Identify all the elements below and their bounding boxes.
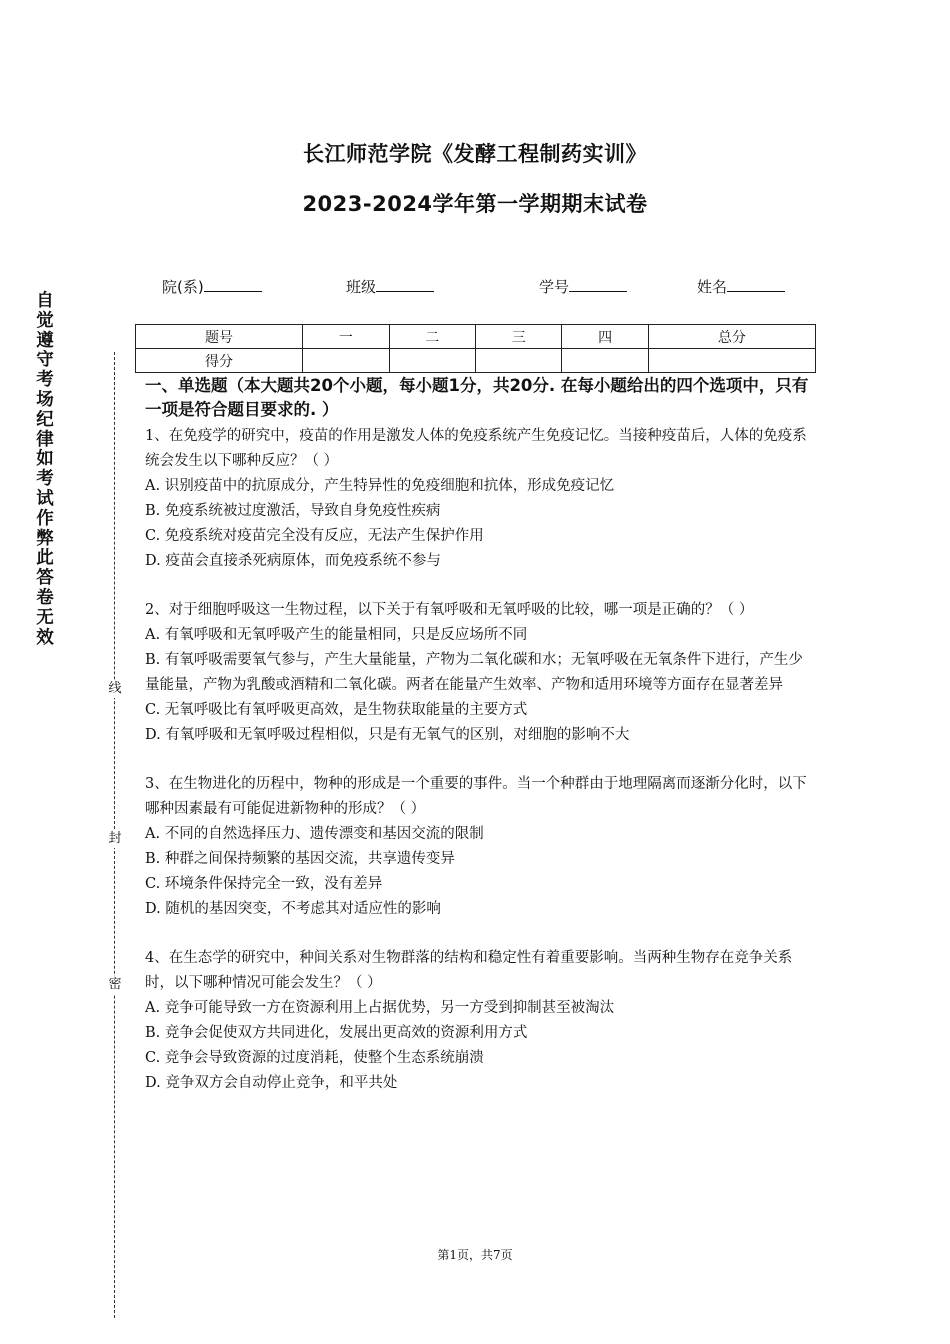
score-cell: 总分 [648,325,815,349]
spacer [145,748,810,772]
score-empty-cell [475,349,561,373]
binding-mark-line: 线 [106,680,124,698]
score-empty-cell [389,349,475,373]
score-cell: 三 [475,325,561,349]
section-heading: 一、单选题（本大题共20个小题，每小题1分，共20分. 在每小题给出的四个选项中，只有一项是符合题目要求的. ） [145,376,809,419]
option-d: D. 竞争双方会自动停止竞争，和平共处 [145,1075,398,1091]
student-id-label: 学号 [539,278,570,296]
option-c: C. 无氧呼吸比有氧呼吸更高效，是生物获取能量的主要方式 [145,702,528,718]
score-empty-cell [648,349,815,373]
question-section [145,374,810,1096]
score-cell: 题号 [136,325,303,349]
score-cell: 一 [303,325,389,349]
score-cell: 二 [389,325,475,349]
option-b: B. 免疫系统被过度激活，导致自身免疫性疾病 [145,503,441,519]
question-stem: 3、在生物进化的历程中，物种的形成是一个重要的事件。当一个种群由于地理隔离而逐渐分化时，以下哪种因素最有可能促进新物种的形成？（ ） [145,776,807,817]
option-d: D. 疫苗会直接杀死病原体，而免疫系统不参与 [145,553,441,569]
class-field [346,276,434,297]
score-cell: 四 [562,325,648,349]
question-stem: 2、对于细胞呼吸这一生物过程，以下关于有氧呼吸和无氧呼吸的比较，哪一项是正确的？（ ） [145,602,754,618]
option-b: B. 竞争会促使双方共同进化，发展出更高效的资源利用方式 [145,1025,528,1041]
option-c: C. 环境条件保持完全一致，没有差异 [145,876,383,892]
spacer [145,922,810,946]
option-a: A. 不同的自然选择压力、遗传漂变和基因交流的限制 [145,826,484,842]
side-notice: 自觉遵守考场纪律如考试作弊此答卷无效 [36,291,54,648]
page-footer: 第1页，共7页 [437,1248,513,1262]
name-blank [727,277,785,292]
name-label: 姓名 [697,278,728,296]
score-label-cell: 得分 [136,349,303,373]
spacer [145,574,810,598]
option-a: A. 竞争可能导致一方在资源利用上占据优势，另一方受到抑制甚至被淘汰 [145,1000,615,1016]
binding-mark-seal: 封 [106,830,124,848]
option-c: C. 竞争会导致资源的过度消耗，使整个生态系统崩溃 [145,1050,484,1066]
option-b: B. 种群之间保持频繁的基因交流，共享遗传变异 [145,851,455,867]
score-table [135,324,816,373]
option-a: A. 识别疫苗中的抗原成分，产生特异性的免疫细胞和抗体，形成免疫记忆 [145,478,615,494]
score-table-score-row [136,349,816,373]
department-label: 院(系) [162,278,204,296]
option-d: D. 随机的基因突变，不考虑其对适应性的影响 [145,901,441,917]
class-label: 班级 [346,278,377,296]
student-id-field [539,276,627,297]
option-b: B. 有氧呼吸需要氧气参与，产生大量能量，产物为二氧化碳和水；无氧呼吸在无氧条件下进行，产生少量能量，产物为乳酸或酒精和二氧化碳。两者在能量产生效率、产物和适用环境等方面存在显著差异 [145,652,803,693]
exam-title-line2: 2023-2024学年第一学期期末试卷 [302,192,648,216]
department-blank [204,277,262,292]
option-d: D. 有氧呼吸和无氧呼吸过程相似，只是有无氧气的区别，对细胞的影响不大 [145,727,630,743]
class-blank [376,277,434,292]
question-stem: 4、在生态学的研究中，种间关系对生物群落的结构和稳定性有着重要影响。当两种生物存在竞争关系时，以下哪种情况可能会发生？（ ） [145,950,793,991]
option-c: C. 免疫系统对疫苗完全没有反应，无法产生保护作用 [145,528,484,544]
name-field [697,276,785,297]
question-stem: 1、在免疫学的研究中，疫苗的作用是激发人体的免疫系统产生免疫记忆。当接种疫苗后，人体的免疫系统会发生以下哪种反应？（ ） [145,428,807,469]
score-empty-cell [303,349,389,373]
score-empty-cell [562,349,648,373]
score-table-header-row [136,325,816,349]
student-id-blank [569,277,627,292]
exam-title-line1: 长江师范学院《发酵工程制药实训》 [303,142,647,166]
department-field [162,276,262,297]
option-a: A. 有氧呼吸和无氧呼吸产生的能量相同，只是反应场所不同 [145,627,528,643]
binding-mark-secret: 密 [106,976,124,994]
